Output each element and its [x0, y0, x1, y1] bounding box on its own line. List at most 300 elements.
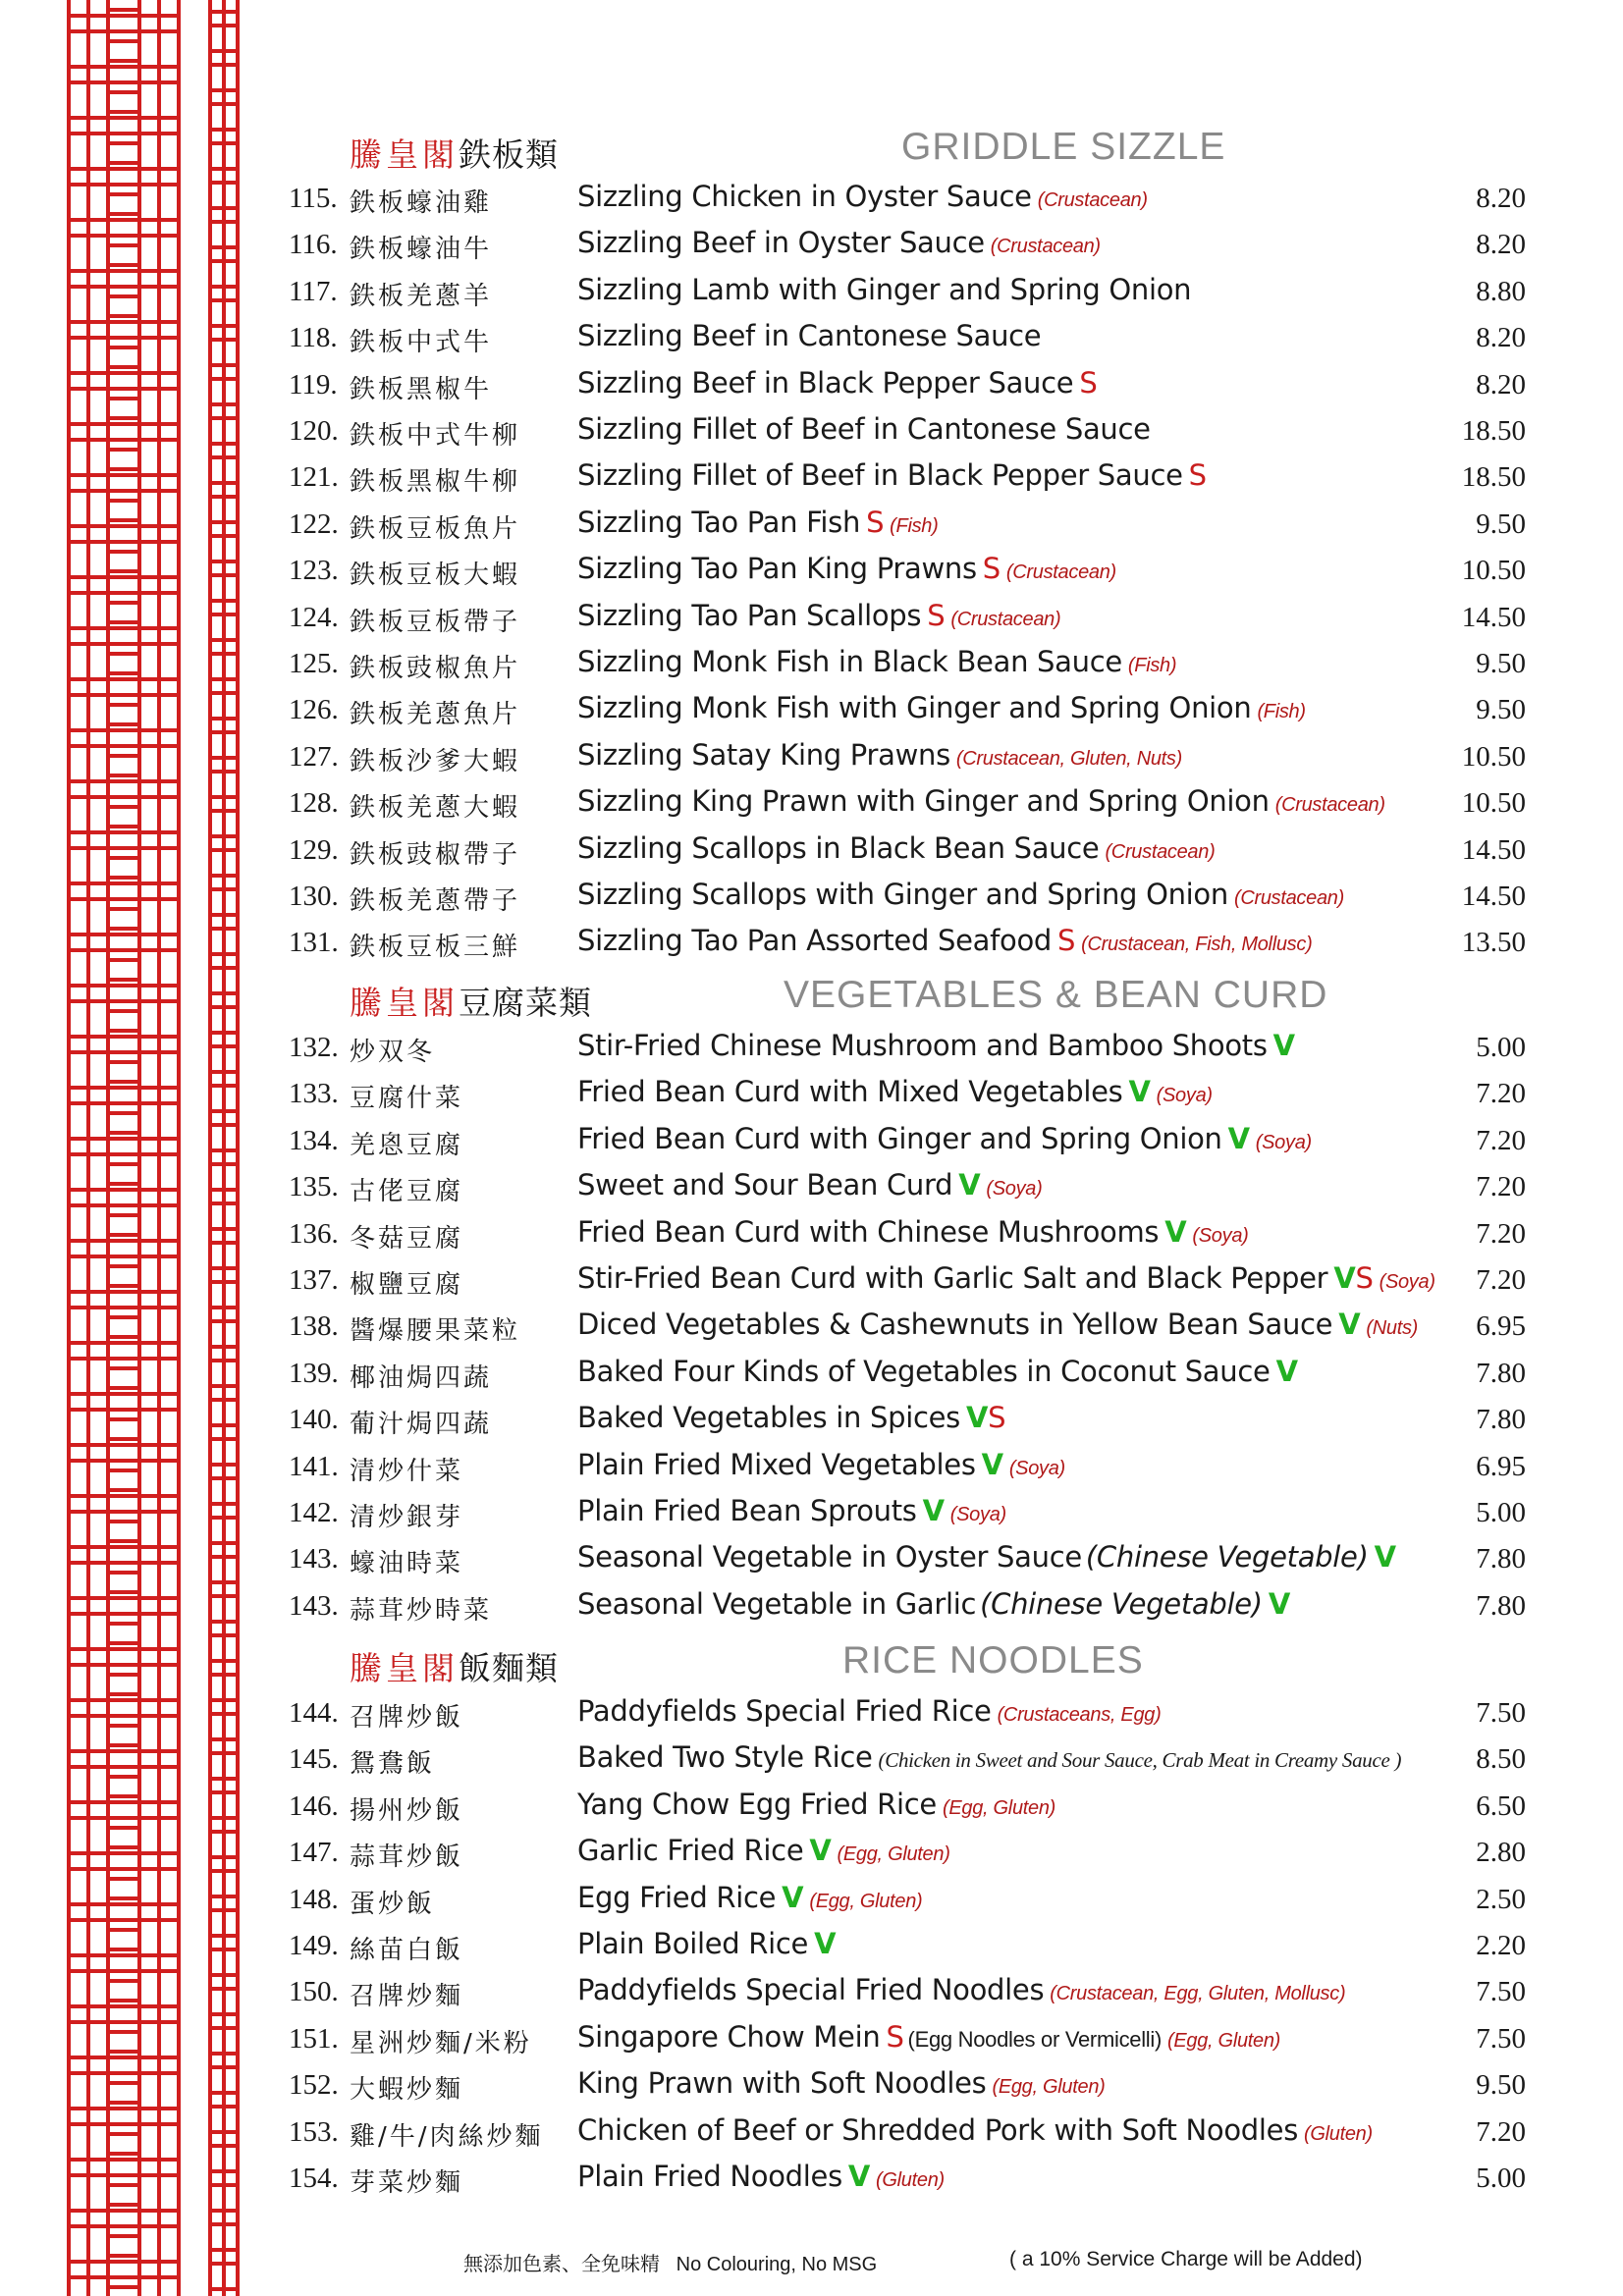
menu-item-row — [289, 316, 1526, 361]
menu-item-row — [289, 596, 1526, 641]
dish-name-en: Sizzling Scallops with Ginger and Spring Onion — [577, 878, 1228, 911]
dish-name-cn: 大蝦炒麵 — [350, 2075, 464, 2105]
dish-name-en: Sizzling Satay King Prawns — [577, 738, 950, 772]
item-price: 2.80 — [1476, 1837, 1526, 1868]
dish-name-en: Fried Bean Curd with Chinese Mushrooms — [577, 1215, 1160, 1249]
item-number: 126. — [289, 694, 339, 725]
section-title-en: RICE NOODLES — [842, 1639, 1144, 1682]
section-title-cn — [350, 130, 559, 176]
dish-name-en: Sizzling Fillet of Beef in Cantonese Sauce — [577, 412, 1151, 446]
dish-name-en: Sizzling Tao Pan Assorted Seafood — [577, 924, 1053, 957]
decorative-border-right — [208, 0, 240, 2296]
vegetarian-mark: V — [847, 2160, 871, 2193]
dish-name-en: Sizzling King Prawn with Ginger and Spring Onion — [577, 784, 1270, 818]
menu-item-row — [289, 1737, 1526, 1783]
vegetarian-mark: V — [1272, 1029, 1295, 1062]
item-price: 10.50 — [1461, 787, 1526, 819]
item-price: 9.50 — [1476, 648, 1526, 679]
dish-name-cn: 鉄板豉椒帶子 — [350, 840, 521, 870]
spicy-mark: S — [886, 2020, 904, 2054]
allergen-note: (Fish) — [1257, 701, 1306, 722]
item-price: 5.00 — [1476, 1497, 1526, 1528]
dish-name-en-line — [577, 412, 1151, 446]
item-number: 127. — [289, 741, 339, 773]
dish-name-en: Diced Vegetables & Cashewnuts in Yellow Bean Sauce — [577, 1308, 1333, 1341]
dish-name-cn: 鉄板黑椒牛柳 — [350, 467, 521, 497]
dish-name-cn: 鉄板豆板大蝦 — [350, 561, 521, 590]
item-number: 150. — [289, 1976, 339, 2007]
dish-name-cn: 古佬豆腐 — [350, 1177, 464, 1206]
spicy-mark: S — [988, 1401, 1006, 1434]
menu-item-row — [289, 1119, 1526, 1164]
item-number: 121. — [289, 461, 339, 493]
item-number: 154. — [289, 2163, 339, 2194]
dish-name-en-line — [577, 1168, 1042, 1201]
dish-name-en: Baked Two Style Rice — [577, 1740, 873, 1774]
menu-item-row — [289, 735, 1526, 780]
item-number: 142. — [289, 1497, 339, 1528]
dish-name-en: Paddyfields Special Fried Noodles — [577, 1973, 1045, 2006]
item-price: 2.50 — [1476, 1884, 1526, 1915]
dish-name-en: Sizzling Monk Fish in Black Bean Sauce — [577, 645, 1122, 678]
item-number: 135. — [289, 1171, 339, 1202]
item-price: 7.80 — [1476, 1358, 1526, 1389]
vegetarian-mark: V — [1338, 1308, 1361, 1341]
dish-name-en-line — [577, 1494, 1006, 1527]
dish-name-cn: 椒鹽豆腐 — [350, 1270, 464, 1300]
dish-name-en-line — [577, 1788, 1055, 1821]
menu-item-row — [289, 875, 1526, 920]
dish-name-cn: 鉄板蠔油雞 — [350, 188, 493, 218]
item-number: 146. — [289, 1790, 339, 1822]
allergen-note: (Soya) — [1192, 1225, 1249, 1247]
dish-name-en: Egg Fried Rice — [577, 1881, 777, 1914]
dish-note: (Egg Noodles or Vermicelli) — [907, 2027, 1162, 2052]
item-number: 134. — [289, 1125, 339, 1156]
spicy-mark: S — [1079, 366, 1098, 400]
dish-name-en: King Prawn with Soft Noodles — [577, 2066, 987, 2100]
vegetarian-mark: V — [1128, 1075, 1151, 1108]
item-number: 133. — [289, 1078, 339, 1109]
dish-name-en: Plain Boiled Rice — [577, 1927, 809, 1960]
item-number: 119. — [289, 369, 338, 400]
item-price: 9.50 — [1476, 508, 1526, 540]
dish-name-en: Paddyfields Special Fried Rice — [577, 1694, 992, 1728]
allergen-note: (Egg, Gluten) — [942, 1797, 1056, 1819]
item-number: 123. — [289, 555, 339, 586]
item-price: 9.50 — [1476, 694, 1526, 725]
dish-name-en-line — [577, 1355, 1298, 1388]
dish-name-en-line — [577, 1308, 1418, 1341]
item-price: 6.95 — [1476, 1310, 1526, 1342]
item-number: 116. — [289, 229, 338, 260]
dish-name-en: Sweet and Sour Bean Curd — [577, 1168, 953, 1201]
item-number: 141. — [289, 1451, 339, 1482]
item-number: 138. — [289, 1310, 339, 1342]
allergen-note: (Crustacean) — [990, 236, 1101, 257]
menu-item-row — [289, 688, 1526, 733]
item-price: 7.20 — [1476, 1264, 1526, 1296]
dish-name-en-line — [577, 319, 1041, 352]
dish-name-en: Garlic Fried Rice — [577, 1834, 804, 1867]
menu-item-row — [289, 2110, 1526, 2156]
menu-item-row — [289, 921, 1526, 966]
menu-item-row — [289, 2063, 1526, 2109]
allergen-note: (Nuts) — [1366, 1317, 1419, 1339]
dish-note: (Chicken in Sweet and Sour Sauce, Crab Meat in Creamy Sauce ) — [878, 1748, 1402, 1772]
allergen-note: (Egg, Gluten) — [809, 1891, 923, 1912]
item-price: 8.20 — [1476, 229, 1526, 260]
dish-name-cn: 豆腐什菜 — [350, 1084, 464, 1113]
item-price: 9.50 — [1476, 2069, 1526, 2101]
menu-item-row — [289, 1537, 1526, 1582]
section-title-cn — [350, 1643, 559, 1689]
item-price: 6.95 — [1476, 1451, 1526, 1482]
dish-name-en: Sizzling Monk Fish with Ginger and Spring Onion — [577, 691, 1252, 724]
item-price: 7.20 — [1476, 1218, 1526, 1250]
menu-item-row — [289, 223, 1526, 268]
dish-name-en: Stir-Fried Chinese Mushroom and Bamboo Shoots — [577, 1029, 1268, 1062]
item-price: 10.50 — [1461, 741, 1526, 773]
dish-name-cn: 蠔油時菜 — [350, 1549, 464, 1578]
category-cn: 飯麵類 — [459, 1649, 559, 1687]
allergen-note: (Soya) — [1379, 1271, 1435, 1293]
dish-name-en-line — [577, 180, 1148, 213]
brand-cn: 騰皇閣 — [350, 135, 459, 174]
dish-name-cn: 鉄板羌蔥大蝦 — [350, 793, 521, 823]
menu-item-row — [289, 1258, 1526, 1304]
dish-name-en: Plain Fried Noodles — [577, 2160, 842, 2193]
dish-name-en: Seasonal Vegetable in Garlic — [577, 1587, 977, 1621]
dish-name-en-line — [577, 1694, 1161, 1728]
vegetarian-mark: V — [1164, 1215, 1187, 1249]
dish-name-en-line — [577, 878, 1344, 911]
item-price: 8.20 — [1476, 183, 1526, 214]
dish-name-en-line — [577, 1881, 922, 1914]
dish-name-cn: 絲苗白飯 — [350, 1936, 464, 1965]
dish-name-en-line — [577, 1973, 1345, 2006]
item-price: 7.20 — [1476, 2116, 1526, 2148]
dish-name-en: Sizzling Beef in Oyster Sauce — [577, 226, 985, 259]
dish-name-cn: 鉄板中式牛 — [350, 328, 493, 357]
footer-note — [463, 2248, 877, 2276]
dish-name-en-line — [577, 552, 1116, 585]
dish-name-en-line — [577, 1740, 1401, 1774]
item-number: 148. — [289, 1884, 339, 1915]
item-price: 18.50 — [1461, 461, 1526, 493]
dish-name-cn: 椰油焗四蔬 — [350, 1363, 493, 1393]
section-header — [350, 972, 1331, 1023]
dish-name-cn: 炒双冬 — [350, 1038, 436, 1067]
item-price: 13.50 — [1461, 927, 1526, 958]
menu-item-row — [289, 1584, 1526, 1629]
vegetarian-mark: V — [809, 1834, 832, 1867]
dish-name-en: Sizzling Beef in Black Pepper Sauce — [577, 366, 1074, 400]
dish-name-en-line — [577, 2066, 1106, 2100]
dish-name-en-line — [577, 1540, 1396, 1574]
item-number: 139. — [289, 1358, 339, 1389]
menu-item-row — [289, 1165, 1526, 1210]
dish-name-en-line — [577, 1448, 1065, 1481]
dish-name-cn: 冬菇豆腐 — [350, 1224, 464, 1254]
item-number: 147. — [289, 1837, 339, 1868]
vegetarian-mark: V — [782, 1881, 804, 1914]
item-number: 120. — [289, 415, 339, 447]
section-title-en: GRIDDLE SIZZLE — [901, 126, 1226, 168]
allergen-note: (Crustacean, Egg, Gluten, Mollusc) — [1050, 1983, 1346, 2004]
dish-name-en-line — [577, 1075, 1213, 1108]
item-number: 124. — [289, 602, 339, 633]
dish-note: (Chinese Vegetable) — [1085, 1540, 1369, 1574]
dish-name-cn: 召牌炒飯 — [350, 1703, 464, 1733]
dish-name-en: Stir-Fried Bean Curd with Garlic Salt and Black Pepper — [577, 1261, 1328, 1295]
allergen-note: (Soya) — [949, 1504, 1006, 1525]
menu-item-row — [289, 549, 1526, 594]
dish-note: (Chinese Vegetable) — [980, 1587, 1263, 1621]
dish-name-cn: 芽菜炒麵 — [350, 2168, 464, 2198]
menu-item-row — [289, 1398, 1526, 1443]
dish-name-en: Fried Bean Curd with Mixed Vegetables — [577, 1075, 1123, 1108]
item-number: 125. — [289, 648, 339, 679]
vegetarian-mark: V — [1333, 1261, 1356, 1295]
dish-name-en: Sizzling Tao Pan King Prawns — [577, 552, 977, 585]
dish-name-cn: 蒜茸炒時菜 — [350, 1596, 493, 1626]
dish-name-en: Baked Vegetables in Spices — [577, 1401, 960, 1434]
dish-name-en: Yang Chow Egg Fried Rice — [577, 1788, 937, 1821]
item-price: 7.50 — [1476, 2023, 1526, 2055]
allergen-note: (Egg, Gluten) — [992, 2076, 1106, 2098]
brand-cn: 騰皇閣 — [350, 984, 459, 1022]
item-number: 145. — [289, 1743, 339, 1775]
dish-name-en-line — [577, 924, 1312, 957]
item-number: 143. — [289, 1543, 339, 1575]
dish-name-cn: 蒜茸炒飯 — [350, 1842, 464, 1872]
dish-name-cn: 鉄板蠔油牛 — [350, 235, 493, 264]
item-price: 10.50 — [1461, 555, 1526, 586]
dish-name-cn: 鉄板中式牛柳 — [350, 421, 521, 451]
allergen-note: (Crustacean) — [1005, 561, 1116, 583]
allergen-note: (Crustacean) — [1233, 887, 1344, 909]
menu-item-row — [289, 409, 1526, 454]
dish-name-en-line — [577, 2113, 1373, 2147]
vegetarian-mark: V — [1374, 1540, 1396, 1574]
allergen-note: (Crustacean) — [1105, 841, 1216, 863]
spicy-mark: S — [866, 506, 885, 539]
menu-item-row — [289, 503, 1526, 548]
dish-name-cn: 羌恖豆腐 — [350, 1131, 464, 1160]
dish-name-en-line — [577, 738, 1182, 772]
item-number: 131. — [289, 927, 339, 958]
dish-name-en-line — [577, 784, 1385, 818]
item-price: 8.20 — [1476, 322, 1526, 353]
service-charge-note: ( a 10% Service Charge will be Added) — [1009, 2248, 1363, 2270]
dish-name-en: Sizzling Beef in Cantonese Sauce — [577, 319, 1042, 352]
item-price: 7.20 — [1476, 1125, 1526, 1156]
category-cn: 鉄板類 — [459, 135, 559, 174]
allergen-note: (Egg, Gluten) — [1167, 2030, 1281, 2052]
dish-name-en: Sizzling Scallops in Black Bean Sauce — [577, 831, 1100, 865]
allergen-note: (Crustacean) — [1037, 189, 1148, 211]
dish-name-en: Fried Bean Curd with Ginger and Spring Onion — [577, 1122, 1222, 1155]
dish-name-en: Baked Four Kinds of Vegetables in Coconut Sauce — [577, 1355, 1271, 1388]
dish-name-cn: 鉄板豆板魚片 — [350, 514, 521, 544]
dish-name-en-line — [577, 1401, 1005, 1434]
item-number: 115. — [289, 183, 338, 214]
dish-name-en-line — [577, 1587, 1290, 1621]
dish-name-en-line — [577, 366, 1097, 400]
allergen-note: (Fish) — [1127, 655, 1177, 676]
allergen-note: (Gluten) — [876, 2169, 945, 2191]
item-number: 152. — [289, 2069, 339, 2101]
menu-item-row — [289, 1970, 1526, 2015]
menu-item-row — [289, 828, 1526, 874]
dish-name-en-line — [577, 599, 1060, 632]
item-price: 8.20 — [1476, 369, 1526, 400]
allergen-note: (Crustacean) — [950, 609, 1061, 630]
dish-name-en: Singapore Chow Mein — [577, 2020, 881, 2054]
footer-cn: 無添加色素、全免味精 — [463, 2254, 660, 2275]
item-price: 5.00 — [1476, 2163, 1526, 2194]
vegetarian-mark: V — [1275, 1355, 1298, 1388]
allergen-note: (Soya) — [1156, 1085, 1213, 1106]
vegetarian-mark: V — [922, 1494, 945, 1527]
item-price: 7.80 — [1476, 1404, 1526, 1435]
menu-item-row — [289, 2017, 1526, 2062]
dish-name-en-line — [577, 645, 1176, 678]
dish-name-cn: 清炒銀芽 — [350, 1503, 464, 1532]
item-price: 7.80 — [1476, 1543, 1526, 1575]
dish-name-en-line — [577, 1122, 1312, 1155]
dish-name-cn: 召牌炒麵 — [350, 1982, 464, 2011]
dish-name-cn: 鉄板黑椒牛 — [350, 375, 493, 404]
dish-name-en-line — [577, 1927, 836, 1960]
vegetarian-mark: V — [1227, 1122, 1250, 1155]
item-number: 140. — [289, 1404, 339, 1435]
dish-name-cn: 雞/牛/肉絲炒麵 — [350, 2122, 544, 2152]
dish-name-en-line — [577, 691, 1306, 724]
menu-item-row — [289, 177, 1526, 222]
item-number: 149. — [289, 1930, 339, 1961]
vegetarian-mark: V — [814, 1927, 837, 1960]
section-header — [350, 124, 1331, 175]
dish-name-cn: 鴛鴦飯 — [350, 1749, 436, 1779]
item-price: 7.50 — [1476, 1976, 1526, 2007]
allergen-note: (Fish) — [890, 515, 939, 537]
menu-item-row — [289, 1878, 1526, 1923]
menu-item-row — [289, 1924, 1526, 1969]
vegetarian-mark: V — [965, 1401, 989, 1434]
menu-item-row — [289, 1026, 1526, 1071]
allergen-note: (Crustacean, Gluten, Nuts) — [955, 748, 1182, 770]
item-price: 7.20 — [1476, 1171, 1526, 1202]
dish-name-cn: 星洲炒麵/米粉 — [350, 2029, 532, 2058]
item-price: 7.20 — [1476, 1078, 1526, 1109]
dish-name-cn: 鉄板沙爹大蝦 — [350, 747, 521, 776]
item-number: 144. — [289, 1697, 339, 1729]
dish-name-en: Seasonal Vegetable in Oyster Sauce — [577, 1540, 1082, 1574]
dish-name-en-line — [577, 458, 1207, 492]
section-header — [350, 1637, 1331, 1688]
dish-name-en-line — [577, 1029, 1295, 1062]
menu-item-row — [289, 1491, 1526, 1536]
item-number: 151. — [289, 2023, 339, 2055]
section-title-en: VEGETABLES & BEAN CURD — [784, 974, 1328, 1016]
allergen-note: (Gluten) — [1304, 2123, 1373, 2145]
menu-item-row — [289, 781, 1526, 827]
allergen-note: (Crustacean) — [1274, 794, 1385, 816]
dish-name-en-line — [577, 1215, 1249, 1249]
dish-name-cn: 蛋炒飯 — [350, 1890, 436, 1919]
dish-name-en: Sizzling Lamb with Ginger and Spring Onion — [577, 273, 1192, 306]
dish-name-cn: 清炒什菜 — [350, 1457, 464, 1486]
item-number: 143. — [289, 1590, 339, 1622]
allergen-note: (Egg, Gluten) — [837, 1843, 950, 1865]
item-number: 136. — [289, 1218, 339, 1250]
vegetarian-mark: V — [981, 1448, 1003, 1481]
spicy-mark: S — [927, 599, 946, 632]
item-price: 8.50 — [1476, 1743, 1526, 1775]
item-price: 8.80 — [1476, 276, 1526, 307]
dish-name-en: Plain Fried Bean Sprouts — [577, 1494, 917, 1527]
vegetarian-mark: V — [958, 1168, 981, 1201]
item-price: 7.80 — [1476, 1590, 1526, 1622]
menu-item-row — [289, 270, 1526, 315]
allergen-note: (Soya) — [986, 1178, 1043, 1200]
dish-name-cn: 鉄板豆板帶子 — [350, 608, 521, 637]
menu-item-row — [289, 363, 1526, 408]
category-cn: 豆腐菜類 — [459, 984, 592, 1022]
menu-item-row — [289, 1352, 1526, 1397]
item-number: 137. — [289, 1264, 339, 1296]
item-price: 18.50 — [1461, 415, 1526, 447]
dish-name-cn: 揚州炒飯 — [350, 1796, 464, 1826]
item-number: 122. — [289, 508, 339, 540]
item-price: 14.50 — [1461, 602, 1526, 633]
dish-name-en-line — [577, 2020, 1280, 2054]
menu-item-row — [289, 1305, 1526, 1350]
allergen-note: (Soya) — [1008, 1458, 1065, 1479]
dish-name-en-line — [577, 226, 1101, 259]
item-price: 7.50 — [1476, 1697, 1526, 1729]
dish-name-en: Plain Fried Mixed Vegetables — [577, 1448, 976, 1481]
item-price: 2.20 — [1476, 1930, 1526, 1961]
footer-en: No Colouring, No MSG — [676, 2254, 878, 2275]
menu-item-row — [289, 1691, 1526, 1736]
dish-name-cn: 葡汁焗四蔬 — [350, 1410, 493, 1439]
menu-item-row — [289, 642, 1526, 687]
allergen-note: (Soya) — [1255, 1132, 1312, 1153]
item-number: 128. — [289, 787, 339, 819]
item-price: 5.00 — [1476, 1032, 1526, 1063]
allergen-note: (Crustacean, Fish, Mollusc) — [1081, 934, 1313, 955]
dish-name-en: Sizzling Tao Pan Scallops — [577, 599, 922, 632]
item-number: 130. — [289, 881, 339, 912]
dish-name-en-line — [577, 1834, 950, 1867]
dish-name-cn: 鉄板羌蔥魚片 — [350, 700, 521, 729]
item-price: 14.50 — [1461, 881, 1526, 912]
item-number: 118. — [289, 322, 338, 353]
dish-name-en-line — [577, 506, 938, 539]
dish-name-cn: 鉄板羌蔥羊 — [350, 282, 493, 311]
menu-item-row — [289, 455, 1526, 501]
menu-item-row — [289, 1831, 1526, 1876]
decorative-border-left — [67, 0, 181, 2296]
menu-item-row — [289, 1445, 1526, 1490]
vegetarian-mark: V — [1268, 1587, 1290, 1621]
dish-name-en: Sizzling Tao Pan Fish — [577, 506, 861, 539]
menu-item-row — [289, 1212, 1526, 1257]
dish-name-cn: 醬爆腰果菜粒 — [350, 1316, 521, 1346]
